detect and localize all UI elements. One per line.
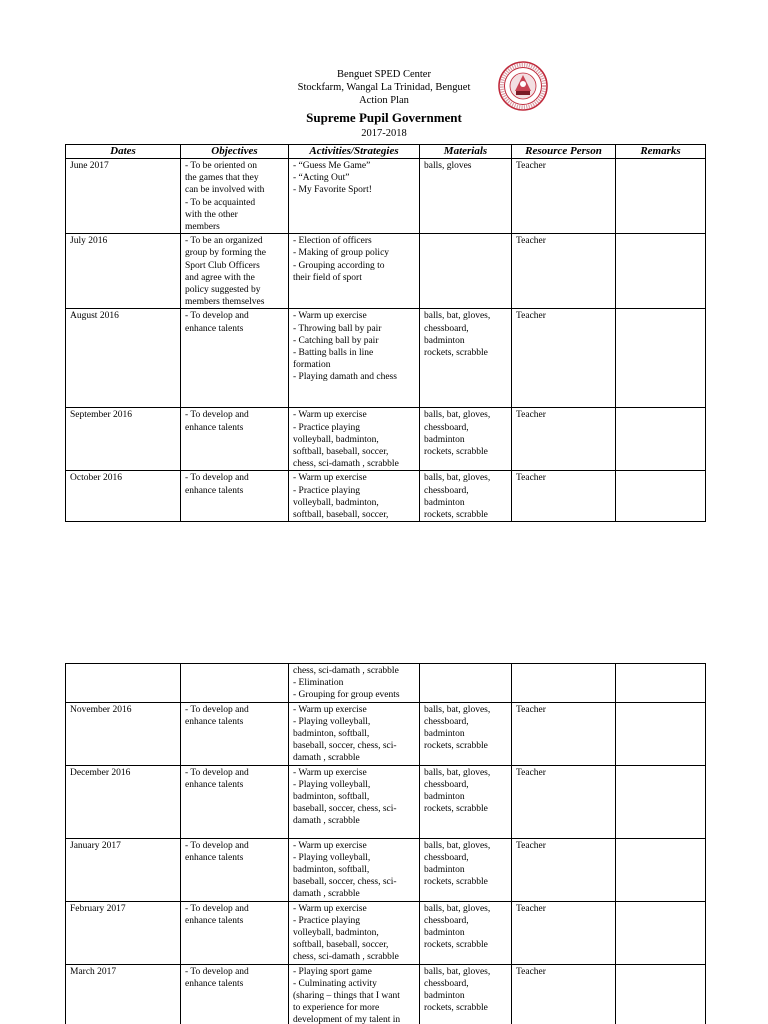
- cell-line: - To be acquainted: [185, 197, 256, 208]
- objectives-cell: [181, 964, 289, 1024]
- materials-cell: [420, 159, 512, 234]
- cell-line: balls, bat, gloves,: [424, 410, 491, 421]
- cell-line: chess, sci-damath , scrabble: [293, 952, 399, 963]
- cell-line: their field of sport: [293, 272, 362, 283]
- cell-line: Sport Club Officers: [185, 260, 260, 271]
- cell-line: rockets, scrabble: [424, 940, 488, 951]
- action-plan-table-page1: [65, 144, 706, 522]
- cell-line: policy suggested by: [185, 285, 261, 296]
- cell-line: balls, bat, gloves,: [424, 473, 491, 484]
- doc-type: Action Plan: [359, 95, 409, 106]
- cell-line: rockets, scrabble: [424, 510, 488, 521]
- cell-line: - Warm up exercise: [293, 903, 367, 914]
- cell-line: volleyball, badminton,: [293, 497, 379, 508]
- cell-line: chessboard,: [424, 422, 469, 433]
- cell-line: balls, bat, gloves,: [424, 966, 491, 977]
- activities-cell: [289, 702, 420, 765]
- objectives-cell: [181, 309, 289, 408]
- cell-line: badminton: [424, 729, 465, 740]
- cell-line: badminton: [424, 865, 465, 876]
- remarks-cell: [616, 664, 706, 703]
- date-cell: November 2016: [66, 702, 181, 765]
- cell-line: - To develop and: [185, 704, 249, 715]
- cell-line: development of my talent in: [293, 1015, 401, 1024]
- org-address: Stockfarm, Wangal La Trinidad, Benguet: [297, 82, 471, 93]
- cell-line: rockets, scrabble: [424, 447, 488, 458]
- cell-line: badminton, softball,: [293, 792, 370, 803]
- cell-line: - Elimination: [293, 678, 344, 689]
- cell-line: baseball, soccer, chess, sci-: [293, 804, 397, 815]
- cell-line: to experience for more: [293, 1003, 380, 1014]
- cell-line: - To be an organized: [185, 236, 263, 247]
- cell-line: softball, baseball, soccer,: [293, 447, 389, 458]
- objectives-cell: [181, 234, 289, 309]
- activities-cell: [289, 664, 420, 703]
- cell-line: - “Guess Me Game”: [293, 161, 371, 171]
- resource-person-cell: Teacher: [512, 234, 616, 309]
- table-row: [66, 309, 706, 408]
- cell-line: balls, bat, gloves,: [424, 704, 491, 715]
- table-row: [66, 408, 706, 471]
- cell-line: - Playing volleyball,: [293, 779, 371, 790]
- table-row: [66, 664, 706, 703]
- cell-line: chessboard,: [424, 915, 469, 926]
- cell-line: rockets, scrabble: [424, 804, 488, 815]
- table-row: [66, 838, 706, 901]
- materials-cell: [420, 471, 512, 522]
- resource-person-cell: Teacher: [512, 471, 616, 522]
- resource-person-cell: Teacher: [512, 901, 616, 964]
- cell-line: chessboard,: [424, 485, 469, 496]
- cell-line: badminton, softball,: [293, 729, 370, 740]
- table-row: [66, 234, 706, 309]
- resource-person-cell: Teacher: [512, 702, 616, 765]
- cell-line: (sharing – things that I want: [293, 991, 400, 1002]
- resource-person-cell: Teacher: [512, 408, 616, 471]
- org-name: Benguet SPED Center: [337, 69, 431, 80]
- objectives-cell: [181, 702, 289, 765]
- remarks-cell: [616, 471, 706, 522]
- cell-line: group by forming the: [185, 248, 267, 259]
- activities-cell: [289, 964, 420, 1024]
- objectives-cell: [181, 838, 289, 901]
- table-header-row: [66, 145, 706, 159]
- cell-line: - Playing sport game: [293, 966, 372, 977]
- cell-line: can be involved with: [185, 185, 265, 196]
- date-cell: August 2016: [66, 309, 181, 408]
- materials-cell: [420, 408, 512, 471]
- cell-line: - To develop and: [185, 966, 249, 977]
- col-header-remarks: Remarks: [616, 145, 706, 159]
- school-seal-logo: [498, 61, 548, 111]
- cell-line: - Making of group policy: [293, 248, 390, 259]
- col-header-dates: Dates: [66, 145, 181, 159]
- cell-line: rockets, scrabble: [424, 741, 488, 752]
- cell-line: - Culminating activity: [293, 978, 377, 989]
- date-cell: February 2017: [66, 901, 181, 964]
- cell-line: - Practice playing: [293, 915, 361, 926]
- remarks-cell: [616, 964, 706, 1024]
- cell-line: - Warm up exercise: [293, 410, 367, 421]
- cell-line: - To develop and: [185, 840, 249, 851]
- cell-line: members themselves: [185, 297, 265, 308]
- resource-person-cell: Teacher: [512, 838, 616, 901]
- table-row: [66, 964, 706, 1024]
- remarks-cell: [616, 159, 706, 234]
- materials-cell: [420, 838, 512, 901]
- cell-line: balls, bat, gloves,: [424, 767, 491, 778]
- col-header-activities: Activities/Strategies: [289, 145, 420, 159]
- cell-line: damath , scrabble: [293, 889, 360, 900]
- remarks-cell: [616, 901, 706, 964]
- cell-line: - “Acting Out”: [293, 173, 350, 184]
- action-plan-table-page2: [65, 663, 706, 1024]
- activities-cell: [289, 309, 420, 408]
- cell-line: softball, baseball, soccer,: [293, 510, 389, 521]
- cell-line: enhance talents: [185, 716, 244, 727]
- objectives-cell: [181, 471, 289, 522]
- resource-person-cell: Teacher: [512, 309, 616, 408]
- resource-person-cell: Teacher: [512, 159, 616, 234]
- cell-line: enhance talents: [185, 978, 244, 989]
- cell-line: - Warm up exercise: [293, 840, 367, 851]
- cell-line: badminton: [424, 928, 465, 939]
- cell-line: - To develop and: [185, 311, 249, 322]
- materials-cell: [420, 765, 512, 838]
- cell-line: badminton: [424, 434, 465, 445]
- cell-line: chessboard,: [424, 978, 469, 989]
- date-cell: June 2017: [66, 159, 181, 234]
- date-cell: March 2017: [66, 964, 181, 1024]
- document-header: [0, 68, 768, 141]
- objectives-cell: [181, 159, 289, 234]
- cell-line: chess, sci-damath , scrabble: [293, 459, 399, 470]
- remarks-cell: [616, 765, 706, 838]
- cell-line: the games that they: [185, 173, 259, 184]
- cell-line: - To develop and: [185, 410, 249, 421]
- resource-person-cell: Teacher: [512, 964, 616, 1024]
- materials-cell: [420, 702, 512, 765]
- date-cell: July 2016: [66, 234, 181, 309]
- table-row: [66, 765, 706, 838]
- cell-line: - Warm up exercise: [293, 473, 367, 484]
- cell-line: - Playing damath and chess: [293, 372, 397, 383]
- cell-line: balls, bat, gloves,: [424, 311, 491, 322]
- cell-line: - Batting balls in line: [293, 348, 374, 359]
- materials-cell: [420, 234, 512, 309]
- table-row: [66, 471, 706, 522]
- materials-cell: [420, 664, 512, 703]
- cell-line: - Practice playing: [293, 485, 361, 496]
- date-cell: January 2017: [66, 838, 181, 901]
- col-header-objectives: Objectives: [181, 145, 289, 159]
- cell-line: baseball, soccer, chess, sci-: [293, 877, 397, 888]
- cell-line: damath , scrabble: [293, 753, 360, 764]
- cell-line: badminton: [424, 792, 465, 803]
- cell-line: enhance talents: [185, 915, 244, 926]
- objectives-cell: [181, 664, 289, 703]
- materials-cell: [420, 901, 512, 964]
- cell-line: - Election of officers: [293, 236, 372, 247]
- date-cell: October 2016: [66, 471, 181, 522]
- cell-line: balls, bat, gloves,: [424, 903, 491, 914]
- col-header-resource-person: Resource Person: [512, 145, 616, 159]
- cell-line: enhance talents: [185, 485, 244, 496]
- cell-line: badminton: [424, 335, 465, 346]
- cell-line: - Throwing ball by pair: [293, 323, 382, 334]
- table-row: [66, 901, 706, 964]
- cell-line: enhance talents: [185, 779, 244, 790]
- cell-line: - To be oriented on: [185, 161, 257, 171]
- col-header-materials: Materials: [420, 145, 512, 159]
- cell-line: enhance talents: [185, 323, 244, 334]
- table-row: [66, 702, 706, 765]
- table-row: [66, 159, 706, 234]
- cell-line: baseball, soccer, chess, sci-: [293, 741, 397, 752]
- remarks-cell: [616, 309, 706, 408]
- date-cell: [66, 664, 181, 703]
- cell-line: with the other: [185, 209, 238, 220]
- activities-cell: [289, 408, 420, 471]
- activities-cell: [289, 471, 420, 522]
- cell-line: enhance talents: [185, 422, 244, 433]
- resource-person-cell: Teacher: [512, 765, 616, 838]
- cell-line: - Catching ball by pair: [293, 335, 379, 346]
- cell-line: balls, bat, gloves,: [424, 840, 491, 851]
- cell-line: - Practice playing: [293, 422, 361, 433]
- date-cell: December 2016: [66, 765, 181, 838]
- cell-line: - To develop and: [185, 903, 249, 914]
- activities-cell: [289, 159, 420, 234]
- materials-cell: [420, 964, 512, 1024]
- cell-line: chess, sci-damath , scrabble: [293, 666, 399, 676]
- cell-line: badminton, softball,: [293, 865, 370, 876]
- cell-line: chessboard,: [424, 716, 469, 727]
- cell-line: softball, baseball, soccer,: [293, 940, 389, 951]
- activities-cell: [289, 765, 420, 838]
- remarks-cell: [616, 838, 706, 901]
- cell-line: - To develop and: [185, 473, 249, 484]
- cell-line: - Warm up exercise: [293, 704, 367, 715]
- cell-line: - Warm up exercise: [293, 311, 367, 322]
- cell-line: formation: [293, 360, 331, 371]
- cell-line: chessboard,: [424, 779, 469, 790]
- cell-line: - Grouping according to: [293, 260, 385, 271]
- activities-cell: [289, 234, 420, 309]
- materials-cell: [420, 309, 512, 408]
- date-cell: September 2016: [66, 408, 181, 471]
- cell-line: balls, gloves: [424, 161, 472, 171]
- school-year: 2017-2018: [361, 128, 407, 139]
- cell-line: - Warm up exercise: [293, 767, 367, 778]
- page-title: Supreme Pupil Government: [306, 110, 462, 125]
- activities-cell: [289, 838, 420, 901]
- cell-line: volleyball, badminton,: [293, 434, 379, 445]
- cell-line: - Grouping for group events: [293, 690, 400, 701]
- activities-cell: [289, 901, 420, 964]
- cell-line: - To develop and: [185, 767, 249, 778]
- cell-line: and agree with the: [185, 272, 255, 283]
- cell-line: badminton: [424, 497, 465, 508]
- remarks-cell: [616, 234, 706, 309]
- cell-line: chessboard,: [424, 852, 469, 863]
- cell-line: volleyball, badminton,: [293, 928, 379, 939]
- objectives-cell: [181, 765, 289, 838]
- remarks-cell: [616, 408, 706, 471]
- cell-line: - Playing volleyball,: [293, 852, 371, 863]
- cell-line: rockets, scrabble: [424, 1003, 488, 1014]
- cell-line: damath , scrabble: [293, 816, 360, 827]
- cell-line: chessboard,: [424, 323, 469, 334]
- cell-line: rockets, scrabble: [424, 348, 488, 359]
- cell-line: enhance talents: [185, 852, 244, 863]
- remarks-cell: [616, 702, 706, 765]
- cell-line: - My Favorite Sport!: [293, 185, 372, 196]
- objectives-cell: [181, 901, 289, 964]
- objectives-cell: [181, 408, 289, 471]
- cell-line: rockets, scrabble: [424, 877, 488, 888]
- cell-line: members: [185, 222, 220, 233]
- cell-line: - Playing volleyball,: [293, 716, 371, 727]
- cell-line: badminton: [424, 991, 465, 1002]
- resource-person-cell: [512, 664, 616, 703]
